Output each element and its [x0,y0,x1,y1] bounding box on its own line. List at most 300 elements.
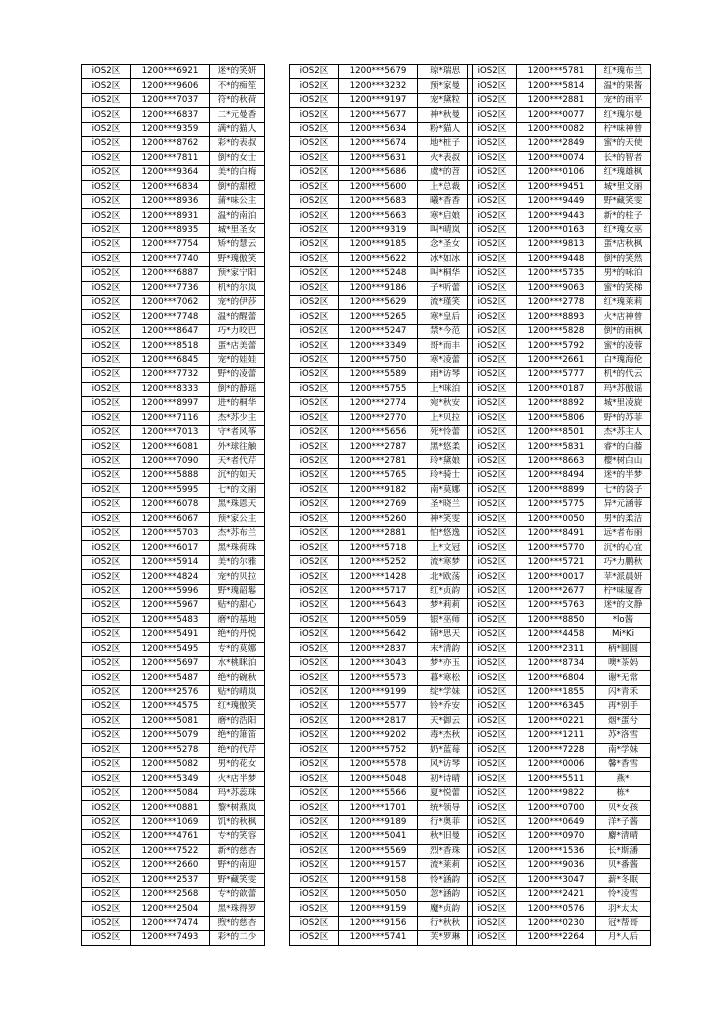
player-name-cell: 念*圣女 [418,238,473,252]
table-row [290,902,473,916]
table-row [82,310,265,324]
server-cell: iOS2区 [82,613,131,627]
server-cell: iOS2区 [82,844,131,858]
account-id-cell: 1200***9813 [517,238,596,252]
player-name-cell: 南*学妹 [596,743,651,757]
account-id-cell: 1200***7736 [131,281,210,295]
table-row [290,151,473,165]
table-row [468,873,651,887]
server-cell: iOS2区 [468,281,517,295]
table-row [468,339,651,353]
server-cell: iOS2区 [82,700,131,714]
player-name-cell: 玲*骑士 [418,469,473,483]
table-row [468,122,651,136]
account-id-cell: 1200***9606 [131,79,210,93]
server-cell: iOS2区 [290,758,339,772]
player-name-cell: 地*桩子 [418,137,473,151]
player-name-cell: 饥*的秋枫 [210,815,265,829]
table-row [82,238,265,252]
account-id-cell: 1200***7754 [131,238,210,252]
server-cell: iOS2区 [82,281,131,295]
table-row [290,656,473,670]
table-row [468,830,651,844]
server-cell: iOS2区 [468,194,517,208]
table-row [290,714,473,728]
player-name-cell: 铃*乔安 [418,700,473,714]
server-cell: iOS2区 [468,368,517,382]
player-name-cell: 沉*的如天 [210,469,265,483]
server-cell: iOS2区 [290,555,339,569]
server-cell: iOS2区 [290,137,339,151]
player-name-cell: 银*巫师 [418,613,473,627]
player-name-cell: 月*人后 [596,931,651,945]
server-cell: iOS2区 [82,642,131,656]
server-cell: iOS2区 [290,772,339,786]
account-id-cell: 1200***8935 [131,223,210,237]
server-cell: iOS2区 [82,324,131,338]
player-name-cell: 温*的南泊 [210,209,265,223]
player-name-cell: 男*的花女 [210,758,265,772]
player-name-cell: 苹*派晨妍 [596,570,651,584]
account-id-cell: 1200***2774 [339,397,418,411]
account-id-cell: 1200***5741 [339,931,418,945]
table-row [290,223,473,237]
account-id-cell: 1200***5248 [339,267,418,281]
player-name-cell: 城*里圣女 [210,223,265,237]
player-name-cell: 哥*而丰 [418,339,473,353]
player-name-cell: 琼*瑞思 [418,65,473,79]
server-cell: iOS2区 [468,815,517,829]
table-row [82,353,265,367]
table-row [290,873,473,887]
table-row [82,440,265,454]
server-cell: iOS2区 [468,512,517,526]
server-cell: iOS2区 [290,267,339,281]
server-cell: iOS2区 [468,743,517,757]
player-name-cell: 倒*的女士 [210,151,265,165]
table-row [82,656,265,670]
account-id-cell: 1200***5631 [339,151,418,165]
server-cell: iOS2区 [468,122,517,136]
player-name-cell: 死*怜蕾 [418,425,473,439]
server-cell: iOS2区 [468,425,517,439]
table-row [468,166,651,180]
server-cell: iOS2区 [290,454,339,468]
table-row [82,382,265,396]
player-name-cell: 城*里凌旋 [596,397,651,411]
player-name-cell: 子*听蕾 [418,281,473,295]
server-cell: iOS2区 [468,223,517,237]
account-id-cell: 1200***6017 [131,541,210,555]
account-id-cell: 1200***9159 [339,902,418,916]
account-id-cell: 1200***1855 [517,685,596,699]
table-row [82,916,265,930]
account-id-cell: 1200***8491 [517,527,596,541]
account-id-cell: 1200***6345 [517,700,596,714]
table-row [82,729,265,743]
player-name-cell: 进*的桐华 [210,397,265,411]
table-row [290,79,473,93]
server-cell: iOS2区 [290,368,339,382]
account-id-cell: 1200***2576 [131,685,210,699]
table-row [82,801,265,815]
server-cell: iOS2区 [290,498,339,512]
account-id-cell: 1200***1211 [517,729,596,743]
server-cell: iOS2区 [82,902,131,916]
player-name-cell: 冰*如冰 [418,252,473,266]
player-name-cell: 野*藏笑雯 [596,194,651,208]
server-cell: iOS2区 [82,65,131,79]
table-row [468,324,651,338]
account-id-cell: 1200***9822 [517,786,596,800]
server-cell: iOS2区 [82,772,131,786]
server-cell: iOS2区 [290,166,339,180]
player-name-cell: *lo酱 [596,613,651,627]
server-cell: iOS2区 [468,729,517,743]
table-row [290,281,473,295]
server-cell: iOS2区 [468,642,517,656]
account-id-cell: 1200***5569 [339,844,418,858]
table-row [290,671,473,685]
account-id-cell: 1200***5566 [339,786,418,800]
account-id-cell: 1200***1428 [339,570,418,584]
table-row [468,743,651,757]
player-name-cell: 外*球往触 [210,440,265,454]
account-id-cell: 1200***1069 [131,815,210,829]
server-cell: iOS2区 [290,122,339,136]
player-name-cell: 烟*蛋兮 [596,714,651,728]
table-row [290,238,473,252]
table-row [290,209,473,223]
table-row [290,137,473,151]
account-id-cell: 1200***5048 [339,772,418,786]
player-name-cell: 预*家公主 [210,512,265,526]
server-cell: iOS2区 [82,584,131,598]
player-name-cell: 天*御云 [418,714,473,728]
account-id-cell: 1200***7228 [517,743,596,757]
player-name-cell: 磨*的基地 [210,613,265,627]
server-cell: iOS2区 [468,772,517,786]
table-row [468,180,651,194]
server-cell: iOS2区 [468,570,517,584]
table-row [468,483,651,497]
account-id-cell: 1200***7811 [131,151,210,165]
player-name-cell: 梦*莉莉 [418,599,473,613]
account-id-cell: 1200***8892 [517,397,596,411]
account-id-cell: 1200***5831 [517,440,596,454]
player-name-cell: 栋* [596,786,651,800]
account-id-cell: 1200***5578 [339,758,418,772]
server-cell: iOS2区 [82,656,131,670]
account-id-cell: 1200***0970 [517,830,596,844]
table-row [82,527,265,541]
player-name-cell: 杰*苏主人 [596,425,651,439]
table-row [290,815,473,829]
table-row [468,758,651,772]
account-id-cell: 1200***2817 [339,714,418,728]
player-name-cell: 彩*的二少 [210,931,265,945]
server-cell: iOS2区 [468,859,517,873]
account-id-cell: 1200***5777 [517,368,596,382]
table-row [82,339,265,353]
table-row [290,512,473,526]
account-id-cell: 1200***2264 [517,931,596,945]
account-id-cell: 1200***9185 [339,238,418,252]
account-id-cell: 1200***8931 [131,209,210,223]
account-id-cell: 1200***8936 [131,194,210,208]
account-id-cell: 1200***5511 [517,772,596,786]
server-cell: iOS2区 [290,671,339,685]
table-row [468,368,651,382]
table-row [82,541,265,555]
server-cell: iOS2区 [468,498,517,512]
table-row [290,613,473,627]
table-row [468,310,651,324]
player-name-cell: 北*欧荡 [418,570,473,584]
player-name-cell: 蛋*店美蕾 [210,339,265,353]
player-name-cell: 芙*罗琳 [418,931,473,945]
table-row [290,353,473,367]
table-row [468,772,651,786]
table-row [290,729,473,743]
player-name-cell: 红*瑰傲笑 [210,700,265,714]
table-row [290,830,473,844]
record-table [81,64,265,946]
table-row [468,267,651,281]
player-name-cell: 秋*旧曼 [418,830,473,844]
server-cell: iOS2区 [468,758,517,772]
server-cell: iOS2区 [82,599,131,613]
player-name-cell: 白*瑰海伦 [596,353,651,367]
table-row [82,873,265,887]
account-id-cell: 1200***5679 [339,65,418,79]
account-id-cell: 1200***6921 [131,65,210,79]
account-id-cell: 1200***2770 [339,411,418,425]
account-id-cell: 1200***5483 [131,613,210,627]
account-id-cell: 1200***5888 [131,469,210,483]
player-name-cell: 南*莫娜 [418,483,473,497]
server-cell: iOS2区 [82,440,131,454]
player-name-cell: 蜜*的笑梯 [596,281,651,295]
account-id-cell: 1200***5792 [517,339,596,353]
account-id-cell: 1200***5996 [131,584,210,598]
account-id-cell: 1200***2537 [131,873,210,887]
table-row [290,685,473,699]
player-name-cell: 磨*的浩阳 [210,714,265,728]
server-cell: iOS2区 [290,801,339,815]
account-id-cell: 1200***9197 [339,93,418,107]
account-id-cell: 1200***5735 [517,267,596,281]
server-cell: iOS2区 [290,397,339,411]
server-cell: iOS2区 [82,498,131,512]
player-name-cell: 神*笑雯 [418,512,473,526]
server-cell: iOS2区 [468,714,517,728]
server-cell: iOS2区 [82,931,131,945]
account-id-cell: 1200***3043 [339,656,418,670]
table-row [290,194,473,208]
player-name-cell: 异*元涵蓉 [596,498,651,512]
table-row [468,252,651,266]
player-name-cell: 迷*的笑妍 [210,65,265,79]
player-name-cell: 宠*的伊莎 [210,296,265,310]
table-row [290,93,473,107]
server-cell: iOS2区 [468,267,517,281]
table-row [468,194,651,208]
player-name-cell: Mi*Ki [596,628,651,642]
player-name-cell: 野*的凌蕾 [210,368,265,382]
player-name-cell: 蛋*店秋枫 [596,238,651,252]
server-cell: iOS2区 [82,454,131,468]
player-name-cell: 野*藏笑雯 [210,873,265,887]
table-row [82,555,265,569]
server-cell: iOS2区 [290,79,339,93]
table-row [290,440,473,454]
server-cell: iOS2区 [290,180,339,194]
account-id-cell: 1200***5995 [131,483,210,497]
server-cell: iOS2区 [82,411,131,425]
table-row [468,859,651,873]
account-id-cell: 1200***5081 [131,714,210,728]
table-row [468,801,651,815]
table-column-2 [289,64,473,946]
table-row [290,339,473,353]
server-cell: iOS2区 [468,151,517,165]
table-row [290,425,473,439]
server-cell: iOS2区 [468,527,517,541]
table-row [82,296,265,310]
account-id-cell: 1200***2311 [517,642,596,656]
account-id-cell: 1200***9199 [339,685,418,699]
account-id-cell: 1200***0881 [131,801,210,815]
table-row [82,830,265,844]
server-cell: iOS2区 [82,887,131,901]
server-cell: iOS2区 [290,339,339,353]
player-name-cell: 薪*冬眠 [596,873,651,887]
player-name-cell: 神*秋曼 [418,108,473,122]
account-id-cell: 1200***5717 [339,584,418,598]
player-name-cell: 温*的醒蕾 [210,310,265,324]
player-name-cell: 美*的尔雅 [210,555,265,569]
account-id-cell: 1200***2660 [131,859,210,873]
account-id-cell: 1200***5677 [339,108,418,122]
account-id-cell: 1200***9189 [339,815,418,829]
table-row [82,584,265,598]
table-row [82,79,265,93]
server-cell: iOS2区 [468,873,517,887]
server-cell: iOS2区 [82,512,131,526]
account-id-cell: 1200***1701 [339,801,418,815]
player-name-cell: 机*的尔岚 [210,281,265,295]
table-row [468,786,651,800]
player-name-cell: 专*的莫娜 [210,642,265,656]
table-row [82,786,265,800]
table-row [468,671,651,685]
server-cell: iOS2区 [82,79,131,93]
server-cell: iOS2区 [82,166,131,180]
table-row [468,151,651,165]
server-cell: iOS2区 [468,700,517,714]
account-id-cell: 1200***5059 [339,613,418,627]
server-cell: iOS2区 [468,310,517,324]
server-cell: iOS2区 [82,873,131,887]
server-cell: iOS2区 [82,223,131,237]
server-cell: iOS2区 [468,137,517,151]
table-row [290,498,473,512]
player-name-cell: 守*者风筝 [210,425,265,439]
server-cell: iOS2区 [290,483,339,497]
player-name-cell: 长*斯潘 [596,844,651,858]
server-cell: iOS2区 [468,382,517,396]
account-id-cell: 1200***8734 [517,656,596,670]
account-id-cell: 1200***6845 [131,353,210,367]
player-name-cell: 煦*的慈杏 [210,916,265,930]
player-name-cell: 七*的袋子 [596,483,651,497]
account-id-cell: 1200***0649 [517,815,596,829]
account-id-cell: 1200***5084 [131,786,210,800]
server-cell: iOS2区 [82,209,131,223]
server-cell: iOS2区 [468,483,517,497]
account-id-cell: 1200***3047 [517,873,596,887]
player-name-cell: 曦*香香 [418,194,473,208]
server-cell: iOS2区 [82,671,131,685]
account-id-cell: 1200***8899 [517,483,596,497]
table-row [290,397,473,411]
table-row [290,887,473,901]
account-id-cell: 1200***0050 [517,512,596,526]
server-cell: iOS2区 [82,151,131,165]
account-id-cell: 1200***4761 [131,830,210,844]
table-row [468,296,651,310]
server-cell: iOS2区 [290,656,339,670]
table-row [468,79,651,93]
table-row [290,642,473,656]
server-cell: iOS2区 [468,801,517,815]
server-cell: iOS2区 [468,469,517,483]
server-cell: iOS2区 [82,296,131,310]
account-id-cell: 1200***9156 [339,916,418,930]
account-id-cell: 1200***8663 [517,454,596,468]
player-name-cell: 杰*苏少主 [210,411,265,425]
account-id-cell: 1200***5260 [339,512,418,526]
server-cell: iOS2区 [290,570,339,584]
player-name-cell: 机*的代云 [596,368,651,382]
server-cell: iOS2区 [468,931,517,945]
player-name-cell: 上*咪泊 [418,382,473,396]
player-name-cell: 贝*女孩 [596,801,651,815]
server-cell: iOS2区 [290,425,339,439]
player-name-cell: 毒*杰秋 [418,729,473,743]
player-name-cell: 温*的果酱 [596,79,651,93]
account-id-cell: 1200***7493 [131,931,210,945]
account-id-cell: 1200***0074 [517,151,596,165]
account-id-cell: 1200***5674 [339,137,418,151]
server-cell: iOS2区 [468,296,517,310]
account-id-cell: 1200***2781 [339,454,418,468]
table-row [290,382,473,396]
table-row [468,599,651,613]
player-name-cell: 预*家宁阳 [210,267,265,281]
player-name-cell: 流*瑾笑 [418,296,473,310]
table-row [468,498,651,512]
server-cell: iOS2区 [290,844,339,858]
account-id-cell: 1200***6834 [131,180,210,194]
table-row [82,902,265,916]
server-cell: iOS2区 [82,339,131,353]
account-id-cell: 1200***5763 [517,599,596,613]
account-id-cell: 1200***5814 [517,79,596,93]
account-id-cell: 1200***4458 [517,628,596,642]
account-id-cell: 1200***5752 [339,743,418,757]
